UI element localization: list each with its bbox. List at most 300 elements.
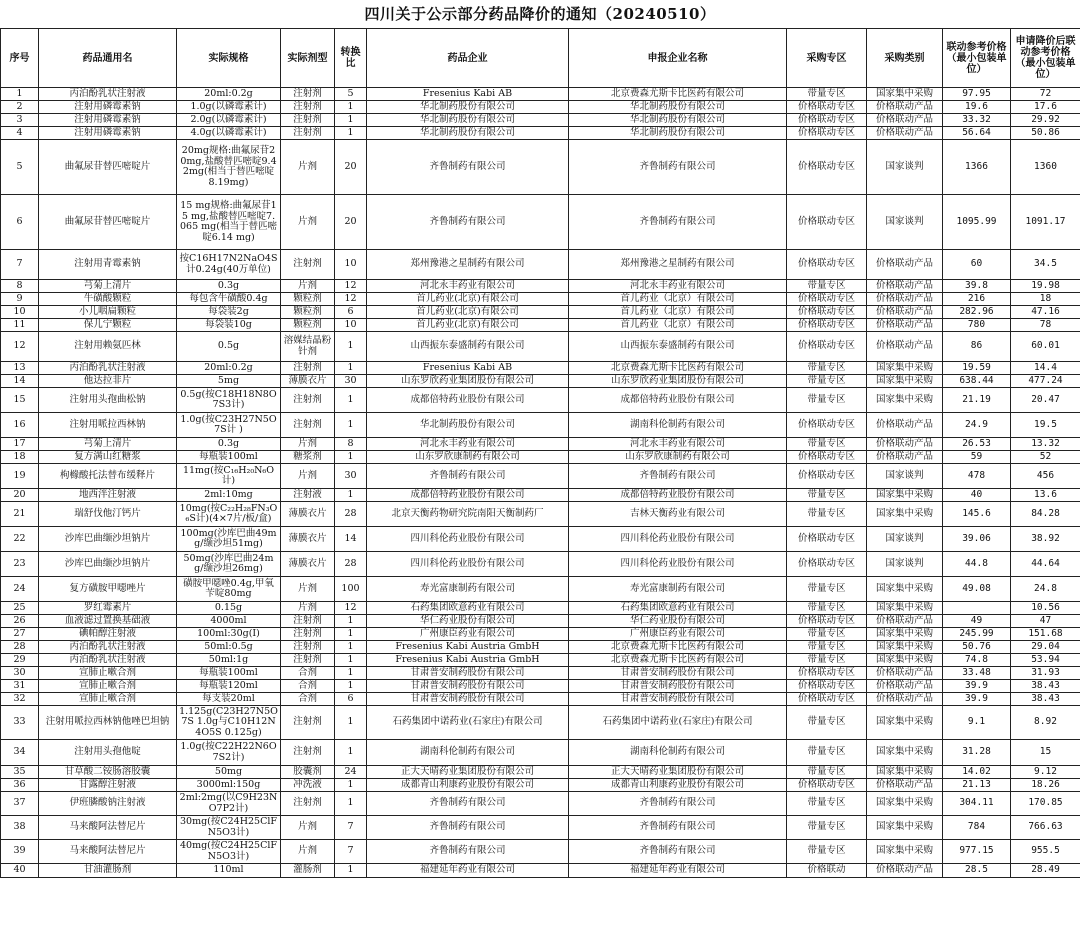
cell-drug-name: 保儿宁颗粒 (39, 319, 177, 332)
cell-drug-name: 曲氟尿苷替匹嘧啶片 (39, 195, 177, 250)
cell-dosage-form: 合剂 (281, 680, 335, 693)
cell-procurement-zone: 带量专区 (787, 502, 867, 527)
cell-index: 34 (1, 740, 39, 766)
cell-procurement-zone: 价格联动专区 (787, 413, 867, 438)
cell-procurement-type: 国家集中采购 (867, 88, 943, 101)
cell-reference-price: 784 (943, 816, 1011, 840)
cell-drug-name: 丙泊酚乳状注射液 (39, 654, 177, 667)
cell-procurement-type: 国家集中采购 (867, 375, 943, 388)
cell-applicant: 福建延年药业有限公司 (569, 864, 787, 878)
cell-conversion-ratio: 24 (335, 766, 367, 779)
cell-index: 21 (1, 502, 39, 527)
cell-manufacturer: 石药集团中诺药业(石家庄)有限公司 (367, 706, 569, 740)
cell-manufacturer: 齐鲁制药有限公司 (367, 840, 569, 864)
cell-spec: 11mg(按C₁₆H₂₀N₆O计) (177, 464, 281, 489)
cell-conversion-ratio: 1 (335, 101, 367, 114)
cell-dosage-form: 注射液 (281, 489, 335, 502)
cell-spec: 100ml:30g(Ⅰ) (177, 628, 281, 641)
table-row (1, 502, 1080, 527)
cell-applicant: 湖南科伦制药有限公司 (569, 740, 787, 766)
cell-applicant: 河北永丰药业有限公司 (569, 280, 787, 293)
cell-applicant: 首儿药业（北京）有限公司 (569, 319, 787, 332)
cell-new-price: 1091.17 (1011, 195, 1080, 250)
cell-dosage-form: 片剂 (281, 438, 335, 451)
cell-drug-name: 注射用哌拉西林钠 (39, 413, 177, 438)
cell-reference-price: 245.99 (943, 628, 1011, 641)
cell-procurement-type: 国家集中采购 (867, 602, 943, 615)
cell-index: 39 (1, 840, 39, 864)
cell-reference-price: 216 (943, 293, 1011, 306)
cell-applicant: 四川科伦药业股份有限公司 (569, 552, 787, 577)
cell-spec: 1.0g(以磷霉素计) (177, 101, 281, 114)
table-row (1, 489, 1080, 502)
cell-reference-price: 19.59 (943, 362, 1011, 375)
cell-conversion-ratio: 1 (335, 362, 367, 375)
cell-index: 18 (1, 451, 39, 464)
cell-procurement-zone: 带量专区 (787, 489, 867, 502)
cell-reference-price: 49.08 (943, 577, 1011, 602)
cell-conversion-ratio: 1 (335, 332, 367, 362)
cell-new-price: 19.5 (1011, 413, 1080, 438)
cell-spec: 2ml:2mg(以C9H23NO7P2计) (177, 792, 281, 816)
cell-new-price: 15 (1011, 740, 1080, 766)
cell-manufacturer: 首儿药业(北京)有限公司 (367, 319, 569, 332)
cell-index: 36 (1, 779, 39, 792)
cell-new-price: 19.98 (1011, 280, 1080, 293)
cell-index: 1 (1, 88, 39, 101)
table-row (1, 615, 1080, 628)
cell-conversion-ratio: 6 (335, 306, 367, 319)
cell-reference-price: 478 (943, 464, 1011, 489)
cell-manufacturer: 山东罗欣药业集团股份有限公司 (367, 375, 569, 388)
cell-new-price: 84.28 (1011, 502, 1080, 527)
cell-applicant: 齐鲁制药有限公司 (569, 840, 787, 864)
cell-drug-name: 注射用磷霉素钠 (39, 127, 177, 140)
cell-drug-name: 瑞舒伐他汀钙片 (39, 502, 177, 527)
header-index: 序号 (1, 29, 39, 88)
cell-reference-price: 74.8 (943, 654, 1011, 667)
cell-procurement-zone: 带量专区 (787, 375, 867, 388)
cell-dosage-form: 薄膜衣片 (281, 527, 335, 552)
cell-procurement-type: 价格联动产品 (867, 101, 943, 114)
cell-applicant: 石药集团中诺药业(石家庄)有限公司 (569, 706, 787, 740)
table-row (1, 114, 1080, 127)
cell-applicant: 首儿药业（北京）有限公司 (569, 306, 787, 319)
cell-procurement-zone: 价格联动专区 (787, 527, 867, 552)
cell-drug-name: 他达拉非片 (39, 375, 177, 388)
table-row (1, 628, 1080, 641)
cell-applicant: 河北永丰药业有限公司 (569, 438, 787, 451)
cell-drug-name: 丙泊酚乳状注射液 (39, 362, 177, 375)
cell-spec: 20ml:0.2g (177, 88, 281, 101)
cell-reference-price: 19.6 (943, 101, 1011, 114)
table-row (1, 127, 1080, 140)
cell-conversion-ratio: 1 (335, 864, 367, 878)
cell-dosage-form: 注射剂 (281, 740, 335, 766)
cell-new-price: 1360 (1011, 140, 1080, 195)
cell-manufacturer: 石药集团欧意药业有限公司 (367, 602, 569, 615)
cell-dosage-form: 合剂 (281, 693, 335, 706)
table-row (1, 864, 1080, 878)
table-row (1, 88, 1080, 101)
cell-new-price: 47.16 (1011, 306, 1080, 319)
cell-procurement-zone: 价格联动专区 (787, 114, 867, 127)
cell-conversion-ratio: 28 (335, 552, 367, 577)
cell-manufacturer: 华仁药业股份有限公司 (367, 615, 569, 628)
cell-procurement-zone: 带量专区 (787, 766, 867, 779)
cell-reference-price: 21.19 (943, 388, 1011, 413)
cell-procurement-type: 国家集中采购 (867, 388, 943, 413)
cell-procurement-type: 价格联动产品 (867, 293, 943, 306)
cell-procurement-zone: 价格联动专区 (787, 127, 867, 140)
cell-procurement-zone: 价格联动专区 (787, 332, 867, 362)
cell-reference-price: 44.8 (943, 552, 1011, 577)
cell-new-price: 20.47 (1011, 388, 1080, 413)
cell-procurement-zone: 价格联动专区 (787, 615, 867, 628)
cell-index: 29 (1, 654, 39, 667)
cell-new-price: 31.93 (1011, 667, 1080, 680)
cell-new-price: 52 (1011, 451, 1080, 464)
cell-procurement-zone: 带量专区 (787, 840, 867, 864)
cell-dosage-form: 片剂 (281, 816, 335, 840)
cell-dosage-form: 颗粒剂 (281, 293, 335, 306)
cell-applicant: 华北制药股份有限公司 (569, 127, 787, 140)
cell-index: 9 (1, 293, 39, 306)
cell-reference-price: 1366 (943, 140, 1011, 195)
table-row (1, 306, 1080, 319)
cell-procurement-type: 价格联动产品 (867, 280, 943, 293)
header-dosage-form: 实际剂型 (281, 29, 335, 88)
table-row (1, 654, 1080, 667)
cell-drug-name: 枸橼酸托法替布缓释片 (39, 464, 177, 489)
cell-manufacturer: 华北制药股份有限公司 (367, 101, 569, 114)
table-row (1, 293, 1080, 306)
cell-index: 2 (1, 101, 39, 114)
cell-index: 17 (1, 438, 39, 451)
cell-applicant: 正大天晴药业集团股份有限公司 (569, 766, 787, 779)
cell-conversion-ratio: 6 (335, 693, 367, 706)
cell-spec: 10mg(按C₂₂H₂₈FN₃O₆S计)(4×7片/板/盒) (177, 502, 281, 527)
cell-dosage-form: 薄膜衣片 (281, 552, 335, 577)
cell-manufacturer: 齐鲁制药有限公司 (367, 140, 569, 195)
cell-dosage-form: 溶媒结晶粉针剂 (281, 332, 335, 362)
cell-spec: 每瓶装100ml (177, 667, 281, 680)
table-row (1, 792, 1080, 816)
cell-procurement-zone: 价格联动专区 (787, 464, 867, 489)
header-reference-price: 联动参考价格（最小包装单位） (943, 29, 1011, 88)
header-spec: 实际规格 (177, 29, 281, 88)
cell-index: 15 (1, 388, 39, 413)
cell-conversion-ratio: 1 (335, 779, 367, 792)
cell-manufacturer: 甘肃普安制药股份有限公司 (367, 667, 569, 680)
cell-drug-name: 曲氟尿苷替匹嘧啶片 (39, 140, 177, 195)
table-row (1, 319, 1080, 332)
cell-reference-price: 50.76 (943, 641, 1011, 654)
cell-drug-name: 罗红霉素片 (39, 602, 177, 615)
cell-procurement-zone: 带量专区 (787, 388, 867, 413)
cell-spec: 1.125g(C23H27N5O7S 1.0g与C10H12N4O5S 0.125g) (177, 706, 281, 740)
cell-conversion-ratio: 1 (335, 413, 367, 438)
cell-procurement-type: 价格联动产品 (867, 864, 943, 878)
cell-spec: 50ml:0.5g (177, 641, 281, 654)
cell-spec: 2ml:10mg (177, 489, 281, 502)
cell-drug-name: 马来酸阿法替尼片 (39, 816, 177, 840)
cell-conversion-ratio: 1 (335, 388, 367, 413)
cell-drug-name: 碘帕醇注射液 (39, 628, 177, 641)
cell-dosage-form: 注射剂 (281, 127, 335, 140)
table-row (1, 577, 1080, 602)
cell-dosage-form: 注射剂 (281, 88, 335, 101)
header-drug-name: 药品通用名 (39, 29, 177, 88)
cell-applicant: 甘肃普安制药股份有限公司 (569, 680, 787, 693)
cell-conversion-ratio: 8 (335, 438, 367, 451)
cell-drug-name: 牛磺酸颗粒 (39, 293, 177, 306)
cell-reference-price (943, 602, 1011, 615)
table-row (1, 388, 1080, 413)
cell-procurement-zone: 价格联动专区 (787, 319, 867, 332)
cell-index: 6 (1, 195, 39, 250)
cell-applicant: 吉林天衡药业有限公司 (569, 502, 787, 527)
cell-dosage-form: 灌肠剂 (281, 864, 335, 878)
cell-dosage-form: 注射剂 (281, 413, 335, 438)
cell-drug-name: 血液滤过置换基础液 (39, 615, 177, 628)
cell-index: 24 (1, 577, 39, 602)
cell-spec: 50ml:1g (177, 654, 281, 667)
cell-drug-name: 注射用磷霉素钠 (39, 114, 177, 127)
cell-dosage-form: 注射剂 (281, 114, 335, 127)
cell-applicant: 四川科伦药业股份有限公司 (569, 527, 787, 552)
cell-procurement-type: 国家集中采购 (867, 362, 943, 375)
cell-dosage-form: 注射剂 (281, 706, 335, 740)
cell-applicant: 成都青山利康药业股份有限公司 (569, 779, 787, 792)
cell-index: 8 (1, 280, 39, 293)
cell-manufacturer: Fresenius Kabi Austria GmbH (367, 654, 569, 667)
table-row (1, 706, 1080, 740)
cell-procurement-zone: 带量专区 (787, 362, 867, 375)
cell-drug-name: 注射用哌拉西林钠他唑巴坦钠 (39, 706, 177, 740)
cell-procurement-type: 价格联动产品 (867, 127, 943, 140)
cell-new-price: 151.68 (1011, 628, 1080, 641)
cell-applicant: 山东罗欣康制药有限公司 (569, 451, 787, 464)
cell-new-price: 38.92 (1011, 527, 1080, 552)
cell-drug-name: 马来酸阿法替尼片 (39, 840, 177, 864)
cell-applicant: 甘肃普安制药股份有限公司 (569, 693, 787, 706)
cell-conversion-ratio: 1 (335, 489, 367, 502)
cell-reference-price: 60 (943, 250, 1011, 280)
cell-new-price: 13.6 (1011, 489, 1080, 502)
cell-applicant: 华北制药股份有限公司 (569, 114, 787, 127)
cell-drug-name: 伊班膦酸钠注射液 (39, 792, 177, 816)
cell-new-price: 29.92 (1011, 114, 1080, 127)
table-row (1, 667, 1080, 680)
cell-new-price: 766.63 (1011, 816, 1080, 840)
cell-reference-price: 39.9 (943, 693, 1011, 706)
table-row (1, 766, 1080, 779)
cell-procurement-type: 国家集中采购 (867, 502, 943, 527)
cell-spec: 0.3g (177, 438, 281, 451)
table-row (1, 413, 1080, 438)
cell-procurement-type: 国家谈判 (867, 464, 943, 489)
cell-dosage-form: 片剂 (281, 195, 335, 250)
cell-index: 31 (1, 680, 39, 693)
cell-reference-price: 638.44 (943, 375, 1011, 388)
cell-manufacturer: Fresenius Kabi AB (367, 88, 569, 101)
table-row (1, 250, 1080, 280)
table-row (1, 375, 1080, 388)
cell-conversion-ratio: 1 (335, 654, 367, 667)
cell-index: 30 (1, 667, 39, 680)
cell-new-price: 53.94 (1011, 654, 1080, 667)
cell-new-price: 29.04 (1011, 641, 1080, 654)
cell-conversion-ratio: 1 (335, 615, 367, 628)
cell-new-price: 9.12 (1011, 766, 1080, 779)
cell-conversion-ratio: 1 (335, 792, 367, 816)
cell-new-price: 477.24 (1011, 375, 1080, 388)
table-row (1, 195, 1080, 250)
cell-reference-price: 1095.99 (943, 195, 1011, 250)
cell-drug-name: 宣肺止嗽合剂 (39, 680, 177, 693)
cell-procurement-zone: 价格联动 (787, 864, 867, 878)
table-row (1, 451, 1080, 464)
table-row (1, 280, 1080, 293)
cell-applicant: 首儿药业（北京）有限公司 (569, 293, 787, 306)
cell-procurement-type: 价格联动产品 (867, 250, 943, 280)
cell-conversion-ratio: 1 (335, 680, 367, 693)
cell-procurement-zone: 带量专区 (787, 438, 867, 451)
cell-procurement-zone: 价格联动专区 (787, 552, 867, 577)
cell-spec: 按C16H17N2NaO4S计0.24g(40万单位) (177, 250, 281, 280)
cell-reference-price: 56.64 (943, 127, 1011, 140)
cell-index: 3 (1, 114, 39, 127)
cell-manufacturer: 华北制药股份有限公司 (367, 114, 569, 127)
cell-new-price: 10.56 (1011, 602, 1080, 615)
cell-index: 23 (1, 552, 39, 577)
cell-reference-price: 28.5 (943, 864, 1011, 878)
cell-spec: 40mg(按C24H25ClFN5O3计) (177, 840, 281, 864)
cell-manufacturer: 华北制药股份有限公司 (367, 127, 569, 140)
cell-spec: 30mg(按C24H25ClFN5O3计) (177, 816, 281, 840)
cell-drug-name: 丙泊酚乳状注射液 (39, 641, 177, 654)
cell-applicant: 齐鲁制药有限公司 (569, 464, 787, 489)
cell-applicant: 北京费森尤斯卡比医药有限公司 (569, 641, 787, 654)
cell-procurement-type: 价格联动产品 (867, 319, 943, 332)
cell-conversion-ratio: 1 (335, 667, 367, 680)
cell-procurement-zone: 价格联动专区 (787, 306, 867, 319)
cell-index: 7 (1, 250, 39, 280)
cell-new-price: 13.32 (1011, 438, 1080, 451)
table-row (1, 680, 1080, 693)
cell-new-price: 38.43 (1011, 680, 1080, 693)
cell-dosage-form: 注射剂 (281, 101, 335, 114)
cell-manufacturer: Fresenius Kabi AB (367, 362, 569, 375)
cell-applicant: 成都倍特药业股份有限公司 (569, 388, 787, 413)
header-manufacturer: 药品企业 (367, 29, 569, 88)
cell-applicant: 甘肃普安制药股份有限公司 (569, 667, 787, 680)
cell-manufacturer: 广州康臣药业有限公司 (367, 628, 569, 641)
cell-spec: 每瓶装100ml (177, 451, 281, 464)
cell-drug-name: 小儿咽扁颗粒 (39, 306, 177, 319)
cell-new-price: 72 (1011, 88, 1080, 101)
cell-procurement-type: 价格联动产品 (867, 114, 943, 127)
cell-dosage-form: 颗粒剂 (281, 319, 335, 332)
cell-reference-price: 49 (943, 615, 1011, 628)
cell-reference-price: 14.02 (943, 766, 1011, 779)
cell-procurement-zone: 带量专区 (787, 706, 867, 740)
cell-manufacturer: 齐鲁制药有限公司 (367, 464, 569, 489)
cell-spec: 每包含牛磺酸0.4g (177, 293, 281, 306)
cell-procurement-zone: 价格联动专区 (787, 293, 867, 306)
cell-new-price: 456 (1011, 464, 1080, 489)
cell-index: 38 (1, 816, 39, 840)
cell-dosage-form: 糖浆剂 (281, 451, 335, 464)
cell-dosage-form: 片剂 (281, 140, 335, 195)
cell-conversion-ratio: 1 (335, 114, 367, 127)
table-row (1, 641, 1080, 654)
cell-manufacturer: 甘肃普安制药股份有限公司 (367, 693, 569, 706)
cell-spec: 0.5g(按C18H18N8O7S3计) (177, 388, 281, 413)
cell-applicant: 石药集团欧意药业有限公司 (569, 602, 787, 615)
cell-applicant: 齐鲁制药有限公司 (569, 195, 787, 250)
cell-procurement-type: 国家集中采购 (867, 740, 943, 766)
cell-new-price: 24.8 (1011, 577, 1080, 602)
table-row (1, 464, 1080, 489)
cell-index: 28 (1, 641, 39, 654)
cell-new-price: 47 (1011, 615, 1080, 628)
cell-procurement-zone: 价格联动专区 (787, 779, 867, 792)
cell-dosage-form: 颗粒剂 (281, 306, 335, 319)
cell-new-price: 28.49 (1011, 864, 1080, 878)
cell-manufacturer: 山东罗欣康制药有限公司 (367, 451, 569, 464)
cell-manufacturer: 甘肃普安制药股份有限公司 (367, 680, 569, 693)
cell-new-price: 60.01 (1011, 332, 1080, 362)
cell-procurement-type: 国家集中采购 (867, 577, 943, 602)
cell-procurement-zone: 价格联动专区 (787, 680, 867, 693)
cell-drug-name: 宣肺止嗽合剂 (39, 693, 177, 706)
cell-reference-price: 282.96 (943, 306, 1011, 319)
table-body (1, 88, 1080, 878)
cell-procurement-type: 国家谈判 (867, 552, 943, 577)
cell-new-price: 8.92 (1011, 706, 1080, 740)
price-table (0, 28, 1080, 878)
cell-dosage-form: 薄膜衣片 (281, 375, 335, 388)
cell-spec: 15 mg规格:曲氟尿苷15 mg,盐酸替匹嘧啶7.065 mg(相当于替匹嘧啶6.14 mg) (177, 195, 281, 250)
cell-procurement-zone: 价格联动专区 (787, 451, 867, 464)
table-row (1, 693, 1080, 706)
cell-spec: 50mg(沙库巴曲24mg/缬沙坦26mg) (177, 552, 281, 577)
cell-procurement-zone: 价格联动专区 (787, 693, 867, 706)
cell-procurement-type: 国家集中采购 (867, 641, 943, 654)
cell-index: 33 (1, 706, 39, 740)
cell-reference-price: 9.1 (943, 706, 1011, 740)
cell-drug-name: 甘露醇注射液 (39, 779, 177, 792)
cell-procurement-type: 价格联动产品 (867, 306, 943, 319)
cell-new-price: 44.64 (1011, 552, 1080, 577)
table-row (1, 840, 1080, 864)
cell-conversion-ratio: 7 (335, 840, 367, 864)
cell-manufacturer: 齐鲁制药有限公司 (367, 816, 569, 840)
cell-index: 26 (1, 615, 39, 628)
cell-index: 32 (1, 693, 39, 706)
header-applicant: 申报企业名称 (569, 29, 787, 88)
cell-spec: 4.0g(以磷霉素计) (177, 127, 281, 140)
cell-spec: 20mg规格:曲氟尿苷20mg,盐酸替匹嘧啶9.42mg(相当于替匹嘧啶8.19mg) (177, 140, 281, 195)
cell-drug-name: 注射用赖氨匹林 (39, 332, 177, 362)
cell-procurement-zone: 带量专区 (787, 88, 867, 101)
cell-drug-name: 丙泊酚乳状注射液 (39, 88, 177, 101)
cell-dosage-form: 片剂 (281, 577, 335, 602)
cell-procurement-zone: 价格联动专区 (787, 101, 867, 114)
cell-new-price: 955.5 (1011, 840, 1080, 864)
